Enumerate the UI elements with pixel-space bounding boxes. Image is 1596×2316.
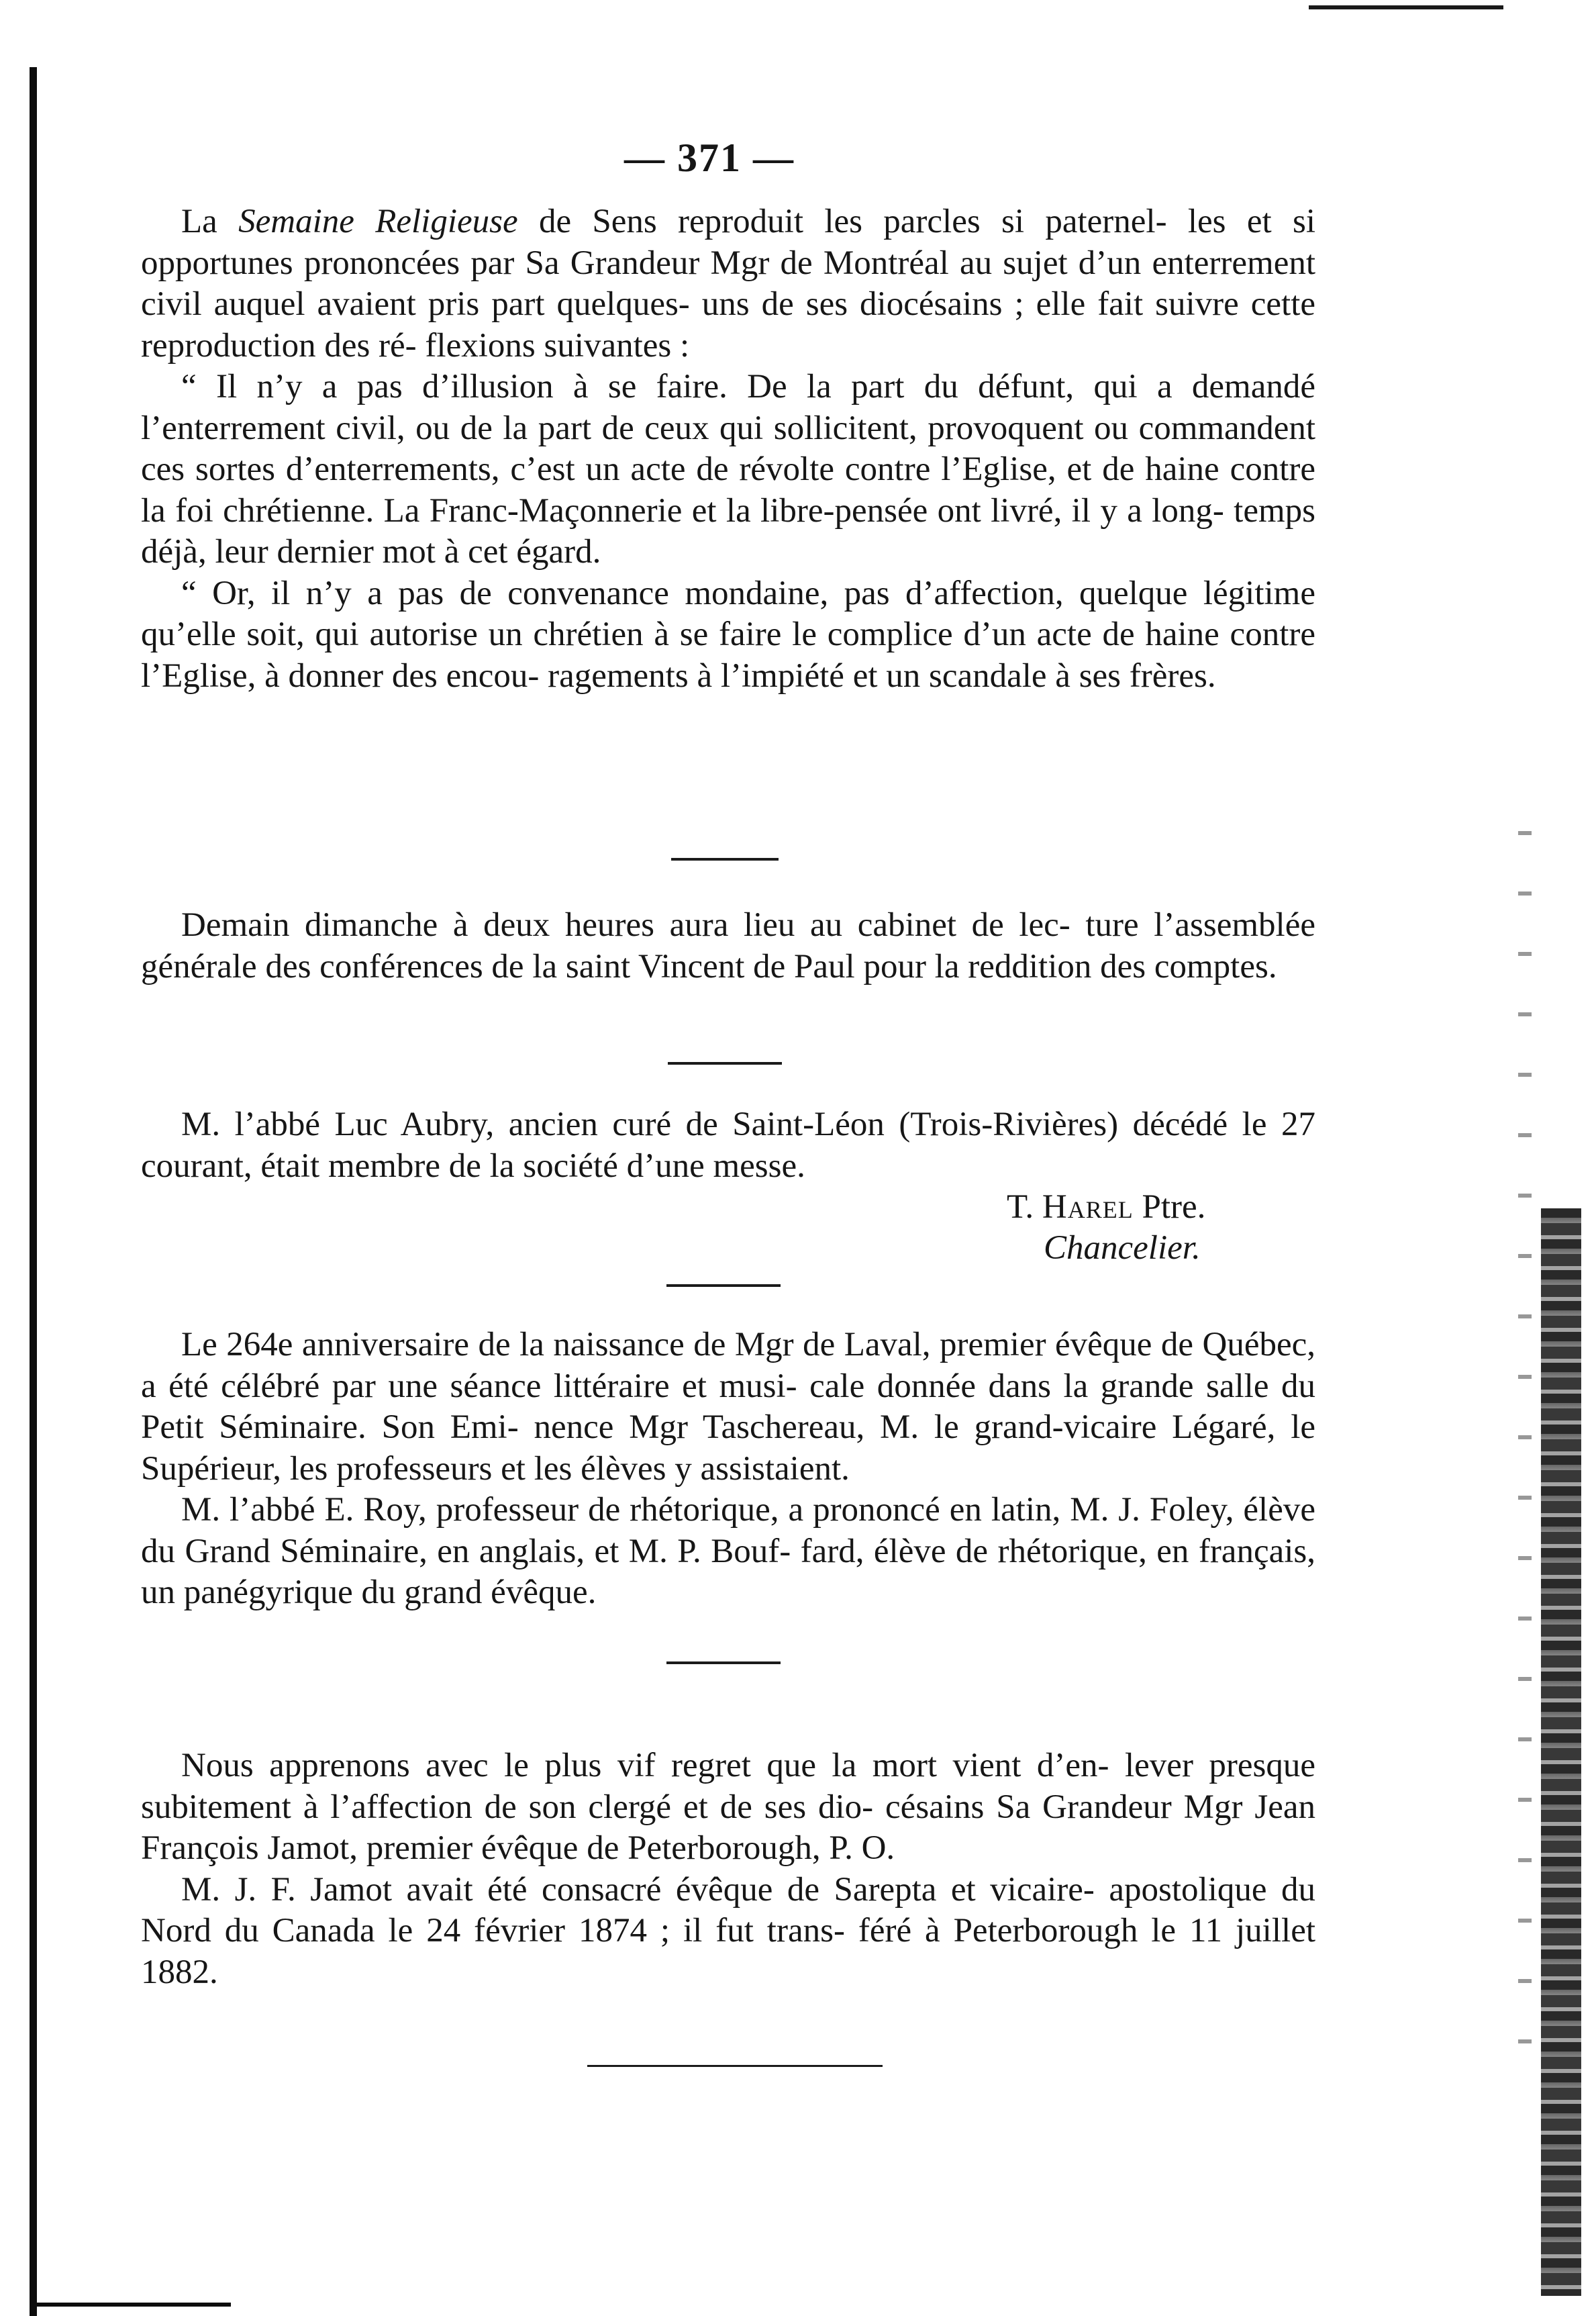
article-semaine-religieuse (141, 201, 1315, 697)
section-separator (671, 858, 779, 861)
article-abbe-aubry (141, 1104, 1315, 1187)
text-run: Ptre. (1133, 1188, 1206, 1226)
article-mgr-de-laval (141, 1324, 1315, 1614)
scan-top-rule (1309, 5, 1503, 9)
scan-right-specks (1518, 806, 1532, 2081)
section-separator (668, 1062, 782, 1065)
signature-line (1007, 1187, 1205, 1228)
signature-name: Harel (1042, 1188, 1134, 1226)
scan-left-border (30, 67, 37, 2316)
paragraph: M. J. F. Jamot avait été consacré évêque de Sarepta et vicaire- apostolique du Nord du Canada le 24 février 1874 ; il fut trans- féré à Peterborough le 11 juillet 1882. (141, 1870, 1315, 1991)
paragraph: “ Or, il n’y a pas de convenance mondaine, pas d’affection, quelque légitime qu’elle soit, qui autorise un chrétien à se faire le complice d’un acte de haine contre l’Eglise, à donner des encou- ragements à l’impiété et un scandale à ses frères. (141, 574, 1315, 695)
text-run: La (181, 203, 239, 240)
paragraph: Nous apprenons avec le plus vif regret que la mort vient d’en- lever presque subitement à l’affection de son clergé et de ses dio- césains Sa Grandeur Mgr Jean François Jamot, premier évêque de Peterborough, P. O. (141, 1747, 1315, 1867)
paragraph (141, 201, 1315, 367)
scan-right-edge (1541, 1208, 1581, 2296)
page-number: — 371 — (624, 136, 795, 180)
scan-bottom-rule (30, 2303, 231, 2307)
section-separator (666, 1284, 781, 1287)
paragraph: M. l’abbé E. Roy, professeur de rhétorique, a prononcé en latin, M. J. Foley, élève du Grand Séminaire, en anglais, et M. P. Bouf- fard, élève de rhétorique, en français, un panégyrique du grand évêque. (141, 1491, 1315, 1611)
end-separator (587, 2065, 883, 2067)
paragraph: “ Il n’y a pas d’illusion à se faire. De la part du défunt, qui a demandé l’enterrement civil, ou de la part de ceux qui sollicitent, provoquent ou commandent ces sortes d’enterrements, c’est un acte de révolte contre l’Eglise, et de haine contre la foi chrétienne. La Franc-Maçonnerie et la libre-pensée ont livré, il y a long- temps déjà, leur dernier mot à cet égard. (141, 368, 1315, 571)
publication-title: Semaine Religieuse (238, 203, 518, 240)
text-run: T. (1007, 1188, 1042, 1226)
signature-title: Chancelier. (1044, 1229, 1201, 1267)
paragraph: Demain dimanche à deux heures aura lieu au cabinet de lec- ture l’assemblée générale des conférences de la saint Vincent de Paul pour la reddition des comptes. (141, 906, 1315, 985)
text-run: de Sens reproduit les parcles si paternel- les et si opportunes prononcées par Sa Grandeur Mgr de Montréal au sujet d’un enterrement civil auquel avaient pris part quelques- uns de ses diocésains ; elle fait suivre cette reproduction des ré- flexions suivantes : (141, 203, 1315, 365)
article-saint-vincent-de-paul (141, 905, 1315, 987)
paragraph: M. l’abbé Luc Aubry, ancien curé de Saint-Léon (Trois-Rivières) décédé le 27 courant, était membre de la société d’une messe. (141, 1106, 1315, 1185)
section-separator (666, 1661, 781, 1664)
article-mgr-jamot (141, 1745, 1315, 1993)
paragraph: Le 264e anniversaire de la naissance de Mgr de Laval, premier évêque de Québec, a été célébré par une séance littéraire et musi- cale donnée dans la grande salle du Petit Séminaire. Son Emi- nence Mgr Taschereau, M. le grand-vicaire Légaré, le Supérieur, les professeurs et les élèves y assistaient. (141, 1326, 1315, 1488)
